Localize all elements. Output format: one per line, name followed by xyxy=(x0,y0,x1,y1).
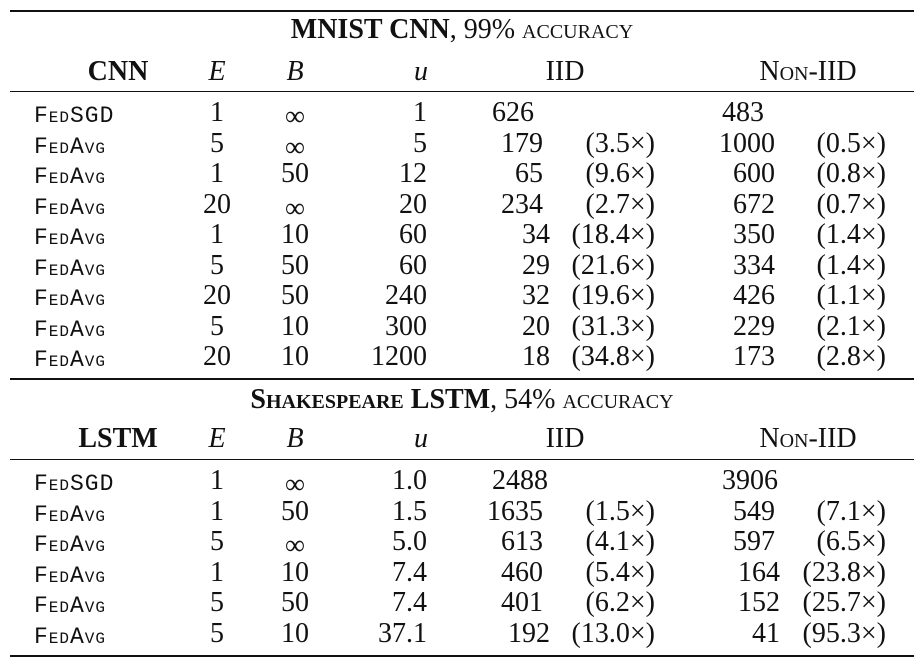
iid-rounds-cell: 2488 xyxy=(492,465,548,496)
table-rule xyxy=(10,655,914,657)
method-cell: FedAvg xyxy=(34,194,107,221)
epochs-cell: 1 xyxy=(210,495,224,527)
batch-cell: 50 xyxy=(281,587,309,618)
noniid-speedup-cell: (1.4×) xyxy=(816,219,886,250)
iid-rounds-cell: 613 xyxy=(501,526,543,557)
table-rule xyxy=(10,459,914,460)
batch-cell: 50 xyxy=(281,158,309,189)
noniid-rounds-cell: 597 xyxy=(733,526,775,557)
noniid-rounds-cell: 350 xyxy=(733,219,775,250)
iid-rounds-cell: 32 xyxy=(522,280,550,311)
method-cell: FedAvg xyxy=(34,225,107,251)
updates-cell: 12 xyxy=(399,158,427,189)
method-cell: FedAvg xyxy=(34,562,107,589)
updates-cell: 20 xyxy=(399,188,427,220)
noniid-rounds-cell: 41 xyxy=(752,617,780,649)
iid-rounds-cell: 179 xyxy=(501,127,543,159)
batch-cell: ∞ xyxy=(285,131,305,163)
batch-cell: 10 xyxy=(281,617,309,649)
noniid-speedup-cell: (25.7×) xyxy=(802,587,886,618)
section-title xyxy=(10,384,914,416)
updates-cell: 5 xyxy=(413,127,427,159)
epochs-cell: 1 xyxy=(210,158,224,189)
batch-cell: 10 xyxy=(281,219,309,250)
iid-rounds-cell: 1635 xyxy=(487,495,543,527)
method-cell: FedSGD xyxy=(34,471,115,497)
batch-cell: ∞ xyxy=(285,192,305,224)
header-non-iid: Non-IID xyxy=(759,423,857,454)
header-u: u xyxy=(414,56,428,87)
iid-speedup-cell: (5.4×) xyxy=(585,556,655,588)
header-iid: IID xyxy=(545,56,585,87)
iid-rounds-cell: 401 xyxy=(501,587,543,618)
method-cell: FedAvg xyxy=(34,623,107,650)
updates-cell: 5.0 xyxy=(392,526,427,557)
iid-rounds-cell: 34 xyxy=(522,219,550,250)
section-title-rest: , 54% accuracy xyxy=(490,384,674,415)
table-rule xyxy=(10,378,914,380)
noniid-rounds-cell: 164 xyxy=(738,556,780,588)
batch-cell: 10 xyxy=(281,310,309,342)
batch-cell: ∞ xyxy=(285,469,305,500)
noniid-speedup-cell: (6.5×) xyxy=(816,526,886,557)
epochs-cell: 5 xyxy=(210,526,224,557)
iid-speedup-cell: (9.6×) xyxy=(585,158,655,189)
iid-rounds-cell: 626 xyxy=(492,97,534,128)
method-cell: FedAvg xyxy=(34,133,107,160)
method-cell: FedAvg xyxy=(34,255,107,282)
epochs-cell: 20 xyxy=(203,188,231,220)
header-u: u xyxy=(414,423,428,454)
section-title-bold: Shakespeare LSTM xyxy=(250,384,491,415)
noniid-speedup-cell: (95.3×) xyxy=(802,617,886,649)
noniid-speedup-cell: (7.1×) xyxy=(816,495,886,527)
updates-cell: 240 xyxy=(385,280,427,311)
iid-speedup-cell: (34.8×) xyxy=(571,341,655,372)
epochs-cell: 5 xyxy=(210,127,224,159)
noniid-speedup-cell: (1.4×) xyxy=(816,249,886,281)
epochs-cell: 20 xyxy=(203,280,231,311)
iid-rounds-cell: 234 xyxy=(501,188,543,220)
iid-speedup-cell: (31.3×) xyxy=(571,310,655,342)
batch-cell: 50 xyxy=(281,280,309,311)
updates-cell: 60 xyxy=(399,249,427,281)
noniid-rounds-cell: 600 xyxy=(733,158,775,189)
batch-cell: 50 xyxy=(281,495,309,527)
method-cell: FedAvg xyxy=(34,347,107,373)
epochs-cell: 1 xyxy=(210,465,224,496)
table-rule xyxy=(10,91,914,92)
header-non-iid: Non-IID xyxy=(759,56,857,87)
iid-rounds-cell: 29 xyxy=(522,249,550,281)
section-title-bold: MNIST CNN xyxy=(290,14,450,45)
updates-cell: 7.4 xyxy=(392,587,427,618)
method-cell: FedAvg xyxy=(34,593,107,619)
header-model: LSTM xyxy=(78,423,158,454)
noniid-rounds-cell: 672 xyxy=(733,188,775,220)
section-title xyxy=(10,14,914,46)
updates-cell: 60 xyxy=(399,219,427,250)
batch-cell: 10 xyxy=(281,556,309,588)
iid-rounds-cell: 192 xyxy=(508,617,550,649)
header-b: B xyxy=(286,56,304,87)
iid-speedup-cell: (13.0×) xyxy=(571,617,655,649)
updates-cell: 300 xyxy=(385,310,427,342)
epochs-cell: 1 xyxy=(210,97,224,128)
iid-rounds-cell: 460 xyxy=(501,556,543,588)
batch-cell: 50 xyxy=(281,249,309,281)
noniid-speedup-cell: (0.8×) xyxy=(816,158,886,189)
noniid-rounds-cell: 229 xyxy=(733,310,775,342)
noniid-rounds-cell: 3906 xyxy=(722,465,778,496)
updates-cell: 1.5 xyxy=(392,495,427,527)
noniid-speedup-cell: (2.8×) xyxy=(816,341,886,372)
iid-speedup-cell: (1.5×) xyxy=(585,495,655,527)
noniid-rounds-cell: 483 xyxy=(722,97,764,128)
method-cell: FedAvg xyxy=(34,286,107,312)
iid-speedup-cell: (4.1×) xyxy=(585,526,655,557)
iid-rounds-cell: 18 xyxy=(522,341,550,372)
updates-cell: 37.1 xyxy=(378,617,427,649)
noniid-rounds-cell: 426 xyxy=(733,280,775,311)
epochs-cell: 20 xyxy=(203,341,231,372)
noniid-speedup-cell: (0.7×) xyxy=(816,188,886,220)
iid-rounds-cell: 20 xyxy=(522,310,550,342)
section-title-rest: , 99% accuracy xyxy=(449,14,634,45)
iid-rounds-cell: 65 xyxy=(515,158,543,189)
epochs-cell: 5 xyxy=(210,249,224,281)
updates-cell: 1200 xyxy=(371,341,427,372)
header-b: B xyxy=(286,423,304,454)
iid-speedup-cell: (3.5×) xyxy=(585,127,655,159)
header-e: E xyxy=(208,423,226,454)
header-iid: IID xyxy=(545,423,585,454)
epochs-cell: 5 xyxy=(210,310,224,342)
batch-cell: ∞ xyxy=(285,530,305,561)
method-cell: FedAvg xyxy=(34,501,107,528)
noniid-speedup-cell: (1.1×) xyxy=(816,280,886,311)
epochs-cell: 5 xyxy=(210,587,224,618)
updates-cell: 7.4 xyxy=(392,556,427,588)
noniid-rounds-cell: 173 xyxy=(733,341,775,372)
method-cell: FedAvg xyxy=(34,316,107,343)
noniid-speedup-cell: (0.5×) xyxy=(816,127,886,159)
header-model: CNN xyxy=(87,56,149,87)
iid-speedup-cell: (19.6×) xyxy=(571,280,655,311)
batch-cell: ∞ xyxy=(285,101,305,132)
noniid-speedup-cell: (23.8×) xyxy=(802,556,886,588)
epochs-cell: 5 xyxy=(210,617,224,649)
iid-speedup-cell: (2.7×) xyxy=(585,188,655,220)
header-e: E xyxy=(208,56,226,87)
updates-cell: 1 xyxy=(413,97,427,128)
iid-speedup-cell: (21.6×) xyxy=(571,249,655,281)
epochs-cell: 1 xyxy=(210,556,224,588)
epochs-cell: 1 xyxy=(210,219,224,250)
noniid-rounds-cell: 152 xyxy=(738,587,780,618)
table-rule xyxy=(10,10,914,12)
updates-cell: 1.0 xyxy=(392,465,427,496)
noniid-rounds-cell: 334 xyxy=(733,249,775,281)
batch-cell: 10 xyxy=(281,341,309,372)
iid-speedup-cell: (18.4×) xyxy=(571,219,655,250)
iid-speedup-cell: (6.2×) xyxy=(585,587,655,618)
method-cell: FedAvg xyxy=(34,164,107,190)
noniid-rounds-cell: 549 xyxy=(733,495,775,527)
noniid-speedup-cell: (2.1×) xyxy=(816,310,886,342)
method-cell: FedSGD xyxy=(34,103,115,129)
method-cell: FedAvg xyxy=(34,532,107,558)
noniid-rounds-cell: 1000 xyxy=(719,127,775,159)
